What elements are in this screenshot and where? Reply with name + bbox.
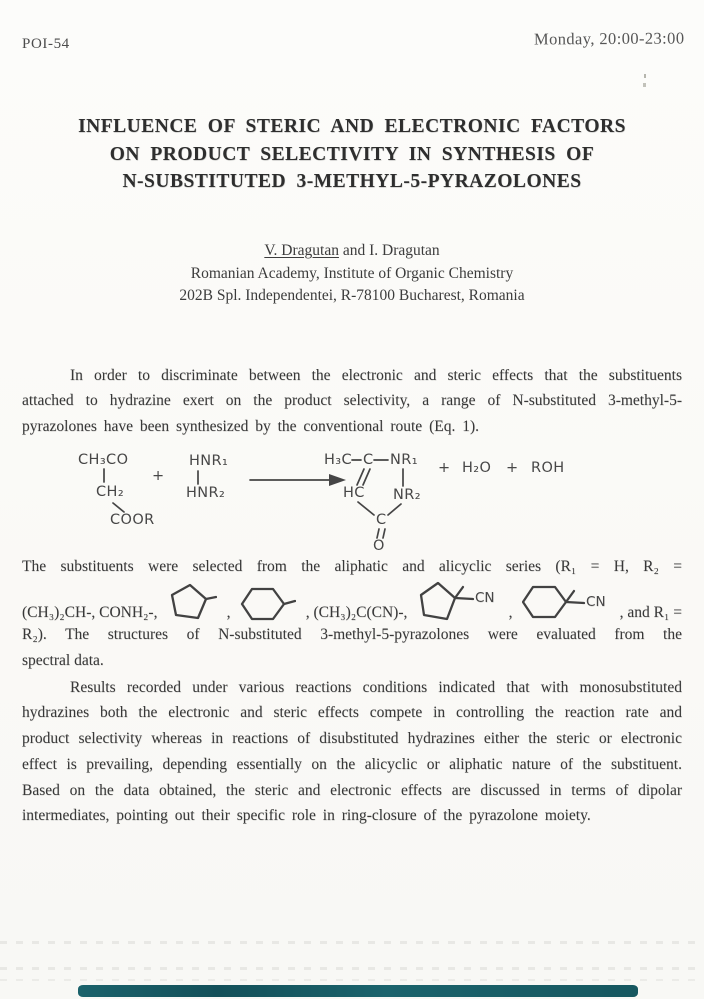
author-names	[0, 240, 704, 263]
nitrile-substituents: , (CH₃)₂C(CN)-,	[305, 604, 408, 621]
paper-title	[30, 113, 674, 196]
cyclopentane-ring-icon	[167, 582, 217, 622]
reactant-ester-top: CH₃CO	[78, 452, 129, 468]
product-carbon-top: C	[363, 452, 374, 468]
aliphatic-substituents: (CH₃)₂CH-, CONH₂-,	[22, 604, 158, 621]
plus-sign: +	[438, 460, 451, 476]
substituents-line-1: The substituents were selected from the aliphatic and alicyclic series (R₁ = H, R₂ =	[22, 558, 682, 575]
substituents-structures-row	[22, 580, 682, 622]
cyclohexyl-structure	[240, 586, 296, 622]
comma-separator: ,	[508, 604, 513, 621]
byproduct-alcohol: ROH	[531, 460, 565, 476]
title-line-1: INFLUENCE OF STERIC AND ELECTRONIC FACTORS	[78, 116, 626, 137]
session-code: POI-54	[22, 36, 70, 52]
results-paragraph: Results recorded under various reactions conditions indicated that with monosubstituted hydrazines both the electronic and steric effects compete in controlling the reaction rate and product selectivity whereas in reactions of disubstituted hydrazines either the steric or electronic effect is prevailing, depending essentially on the alicyclic or aliphatic nature of the substituent. Based on the data obtained, the steric and electronic effects are discussed in terms of dipolar intermediates, pointing out their specific role in ring-closure of the pyrazolone moiety.	[22, 678, 682, 825]
substituents-line-4: spectral data.	[22, 652, 104, 669]
product-hc: HC	[343, 485, 365, 501]
product-methyl: H₃C	[324, 452, 353, 468]
substituents-line-3: R₂). The structures of N-substituted 3-methyl-5-pyrazolones were evaluated from the	[22, 626, 682, 643]
plus-sign: +	[152, 468, 165, 484]
scan-streak	[0, 979, 704, 981]
reactant-ester-bottom: COOR	[110, 512, 155, 528]
intro-paragraph: In order to discriminate between the electronic and steric effects that the substituents attached to hydrazine exert on the product selectivity, a range of N-substituted 3-methyl-5-pyrazolones have been synthesized by the conventional route (Eq. 1).	[22, 366, 682, 436]
author-block	[0, 240, 704, 308]
hydrazine-top: HNR₁	[189, 453, 229, 469]
series-suffix: , and R₁ =	[619, 604, 682, 621]
title-line-2: ON PRODUCT SELECTIVITY IN SYNTHESIS OF	[109, 143, 595, 165]
author-second: and I. Dragutan	[338, 242, 440, 259]
reaction-equation	[0, 440, 704, 558]
product-nr2: NR₂	[393, 487, 421, 503]
scan-streak	[0, 967, 704, 970]
cyanocyclohexyl-structure	[522, 582, 610, 622]
cyanocyclopentyl-structure	[417, 578, 499, 622]
scan-speck	[643, 83, 646, 87]
product-oxygen: O	[373, 538, 385, 554]
scanner-edge-bar	[78, 985, 638, 997]
byproduct-water: H₂O	[462, 460, 492, 476]
cyclohexane-ring-icon	[240, 586, 296, 622]
session-schedule: Monday, 20:00-23:00	[533, 28, 685, 49]
plus-sign: +	[506, 460, 519, 476]
substituents-paragraph	[22, 556, 682, 674]
title-line-3: N-SUBSTITUTED 3-METHYL-5-PYRAZOLONES	[122, 171, 582, 192]
product-carbon-bottom: C	[376, 512, 387, 528]
cn-label: CN	[586, 594, 606, 610]
author-first: V. Dragutan	[264, 242, 339, 259]
address: 202B Spl. Independentei, R-78100 Bucharest, Romania	[179, 287, 525, 304]
product-nr1: NR₁	[390, 452, 418, 468]
scan-streak	[0, 941, 704, 944]
cn-label: CN	[474, 590, 495, 606]
cyclopentyl-structure	[167, 582, 217, 622]
hydrazine-bottom: HNR₂	[186, 485, 226, 501]
scan-speck	[644, 74, 646, 78]
reactant-ester-mid: CH₂	[96, 484, 125, 500]
comma-separator: ,	[226, 604, 231, 621]
affiliation: Romanian Academy, Institute of Organic Chemistry	[190, 264, 514, 282]
